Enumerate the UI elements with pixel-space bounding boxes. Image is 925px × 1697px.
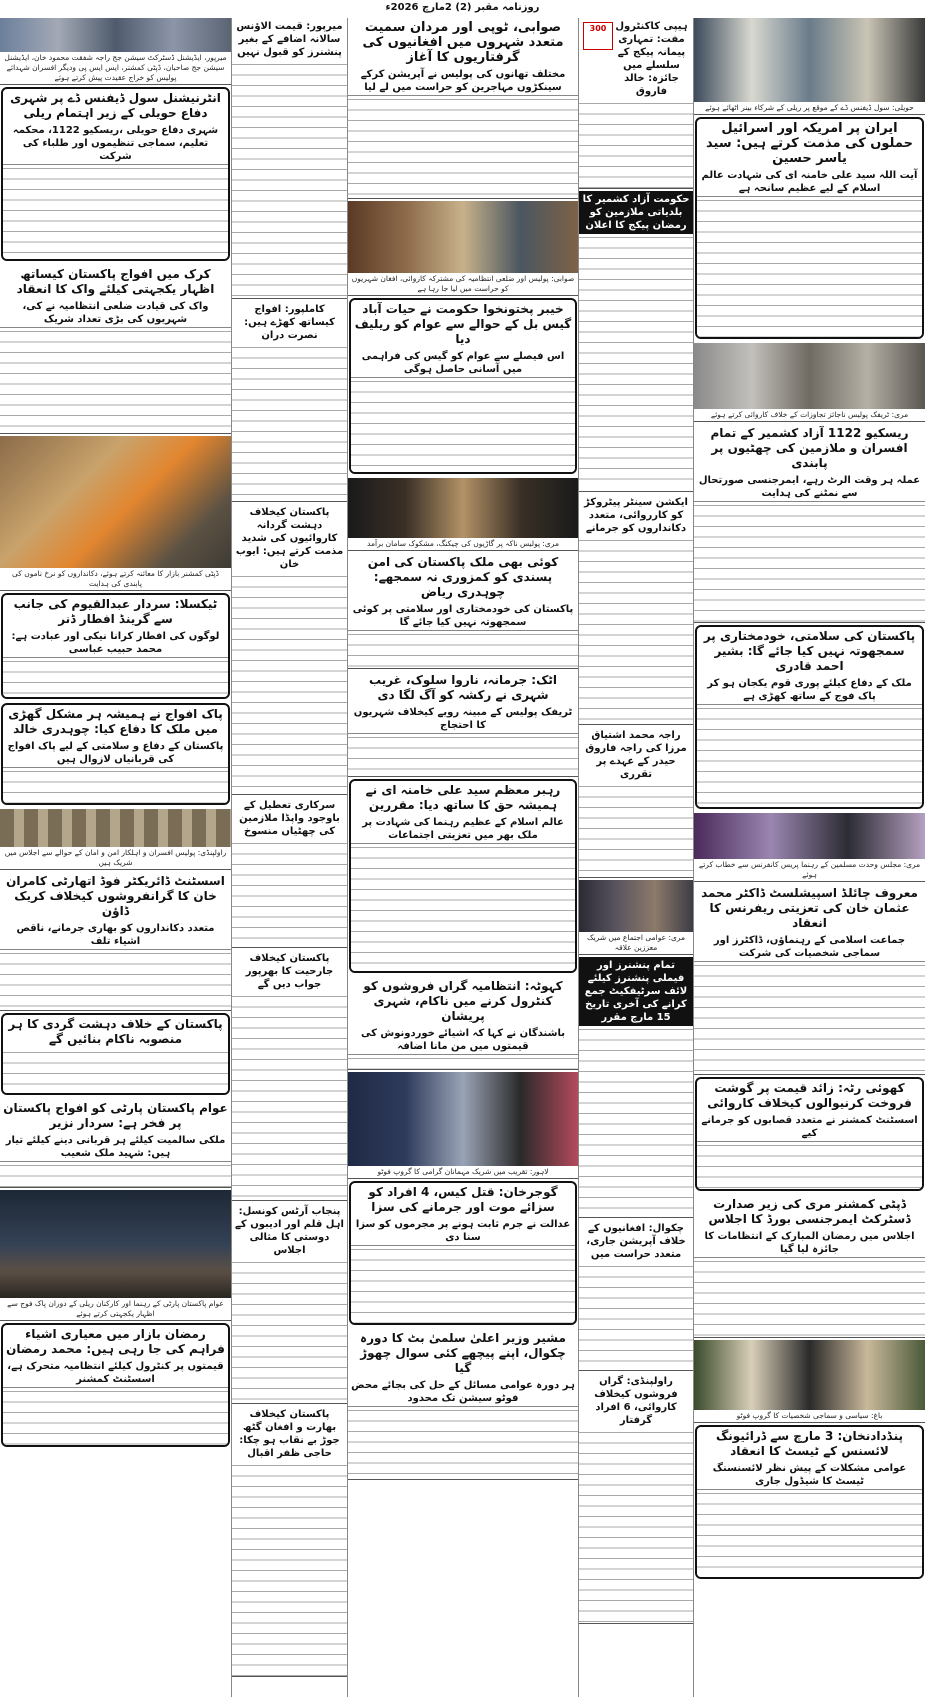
article-body bbox=[697, 1490, 922, 1579]
article-body bbox=[697, 1142, 922, 1191]
photo-story bbox=[0, 1190, 231, 1321]
article bbox=[579, 1373, 693, 1624]
photo-caption: لاہور: تقریب میں شریک مہمانان گرامی کا گروپ فوٹو bbox=[377, 1167, 549, 1176]
article bbox=[1, 703, 230, 805]
photo-caption: راولپنڈی: پولیس افسران و اہلکار امن و امان کے حوالے سے اجلاس میں شریک ہیں bbox=[4, 848, 227, 867]
article bbox=[232, 504, 347, 795]
photo-story bbox=[0, 18, 231, 85]
article bbox=[695, 1425, 924, 1579]
subheadline: پاکستان کے دفاع و سلامتی کے لیے پاک افواج کی قربانیاں لازوال ہیں bbox=[3, 739, 228, 768]
article bbox=[0, 872, 231, 1011]
article bbox=[349, 1181, 577, 1325]
police-meeting-photo bbox=[0, 809, 231, 847]
article-body bbox=[348, 1407, 578, 1480]
article bbox=[349, 298, 577, 474]
article-body bbox=[348, 631, 578, 669]
headline: ایران پر امریکہ اور اسرائیل حملوں کی مذمت کرتے ہیں: سید یاسر حسین bbox=[706, 121, 913, 166]
headline: گوجرخان: قتل کیس، 4 افراد کو سزائے موت اور جرمانے کی سزا bbox=[368, 1185, 558, 1214]
column-2 bbox=[232, 18, 347, 1697]
headline: چکوال: افغانیوں کے خلاف آپریشن جاری، متعدد حراست میں bbox=[586, 1223, 686, 1260]
article bbox=[0, 265, 231, 434]
column-3 bbox=[348, 18, 578, 1697]
article bbox=[1, 1323, 230, 1447]
headline: حکومت آزاد کشمیر کا بلدیاتی ملازمین کو رمضان پیکج کا اعلان bbox=[579, 191, 693, 234]
article-body bbox=[694, 502, 925, 623]
article bbox=[694, 1195, 925, 1338]
article-body bbox=[232, 993, 347, 1201]
subheadline: عوامی مشکلات کے پیش نظر لائسنسنگ ٹیسٹ کا شیڈول جاری bbox=[697, 1461, 922, 1490]
column-1 bbox=[0, 18, 231, 1697]
subheadline: آیت اللہ سید علی خامنہ ای کی شہادت عالم اسلام کے لیے عظیم سانحہ ہے bbox=[697, 168, 922, 197]
group-photo bbox=[348, 1072, 578, 1166]
subheadline: عملہ ہر وقت الرٹ رہے، ایمرجنسی صورتحال سے نمٹنے کی ہدایت bbox=[694, 473, 925, 502]
article bbox=[232, 950, 347, 1201]
article-body bbox=[3, 1388, 228, 1447]
photo-story bbox=[694, 1340, 925, 1423]
article-body bbox=[579, 234, 693, 486]
article-body bbox=[348, 1055, 578, 1070]
gathering-photo bbox=[579, 880, 693, 932]
article-body bbox=[579, 783, 693, 878]
headline: پاک افواج نے ہمیشہ ہر مشکل گھڑی میں ملک کا دفاع کیا: چوہدری خالد bbox=[8, 707, 223, 736]
subheadline: عالم اسلام کے عظیم رہنما کی شہادت پر ملک بھر میں تعزیتی اجتماعات bbox=[351, 815, 575, 844]
subheadline: اجلاس میں رمضان المبارک کے انتظامات کا جائزہ لیا گیا bbox=[694, 1229, 925, 1258]
article-body bbox=[232, 840, 347, 948]
group-photo bbox=[0, 18, 231, 52]
article-body bbox=[697, 197, 922, 339]
badge: 300 bbox=[583, 22, 613, 50]
headline: میرپور: قیمت الاؤنس سالانہ اضافے کے بغیر پنشنرز کو قبول نہیں bbox=[236, 21, 343, 58]
subheadline: جماعت اسلامی کے رہنماؤں، ڈاکٹرز اور سماجی شخصیات کی شرکت bbox=[694, 933, 925, 962]
article bbox=[579, 1220, 693, 1371]
article bbox=[232, 1406, 347, 1677]
subheadline: عدالت نے جرم ثابت ہونے پر مجرموں کو سزا سنا دی bbox=[351, 1217, 575, 1246]
headline: اسسٹنٹ ڈائریکٹر فوڈ اتھارٹی کامران خان کا گرانفروشوں کیخلاف کریک ڈاؤن bbox=[6, 874, 225, 918]
subheadline: قیمتوں پر کنٹرول کیلئے انتظامیہ متحرک ہے، اسسٹنٹ کمشنر bbox=[3, 1359, 228, 1388]
arrest-photo bbox=[348, 201, 578, 273]
article-body bbox=[697, 705, 922, 809]
article bbox=[232, 1203, 347, 1404]
headline: مشیر وزیر اعلیٰ سلمیٰ بٹ کا دورہ چکوال، اپنے پیچھے کئی سوال چھوڑ گیا bbox=[360, 1331, 566, 1375]
article-body bbox=[0, 1162, 231, 1188]
subheadline: ملکی سالمیت کیلئے ہر قربانی دینے کیلئے تیار ہیں: شہید ملک شعیب bbox=[0, 1133, 231, 1162]
article-body bbox=[348, 734, 578, 777]
headline: ہیپی کاکنٹرول مفت: تمہاری پیمانہ پیکج کے سلسلے میں جائزہ: خالد فاروق bbox=[615, 21, 688, 97]
article bbox=[348, 1329, 578, 1480]
headline: راجہ محمد اشتیاق مرزا کی راجہ فاروق حیدر کے عہدے پر تقرری bbox=[585, 730, 687, 780]
article bbox=[695, 625, 924, 809]
column-4 bbox=[579, 18, 693, 1697]
article bbox=[579, 494, 693, 725]
headline: پاکستان کی سلامتی، خودمختاری پر سمجھوتہ نہیں کیا جائے گا: بشیر احمد قادری bbox=[703, 629, 916, 673]
photo-story bbox=[348, 478, 578, 551]
photo-story bbox=[579, 880, 693, 955]
article bbox=[348, 977, 578, 1070]
article-body bbox=[232, 573, 347, 795]
photo-caption: میرپور، ایڈیشنل ڈسٹرکٹ سیشن جج راجہ شفقت محمود خان، ایڈیشنل سیشن جج صاحبان، ڈپٹی کمشنر، ایس ایس پی ودیگر افسران شہدائے پولیس کو خراج عقیدت پیش کرتے ہوئے bbox=[4, 53, 227, 82]
article bbox=[694, 424, 925, 623]
headline: پاکستان کیخلاف جارحیت کا بھرپور جواب دیں گے bbox=[245, 953, 334, 990]
article-body bbox=[3, 768, 228, 805]
headline: کاملپور: افواج کیساتھ کھڑے ہیں: نصرت دران bbox=[244, 304, 335, 341]
article-body bbox=[579, 537, 693, 725]
subheadline: واک کی قیادت ضلعی انتظامیہ نے کی، شہریوں کی بڑی تعداد شریک bbox=[0, 299, 231, 328]
article-body bbox=[3, 658, 228, 699]
headline: ایکشن سینٹر پیٹروکڑ کو کارروائی، متعدد دکانداروں کو جرمانے bbox=[584, 497, 688, 534]
subheadline: اسسٹنٹ کمشنر نے متعدد قصابوں کو جرمانے کیے bbox=[697, 1113, 922, 1142]
headline: ریسکیو 1122 آزاد کشمیر کے تمام افسران و ملازمین کی چھٹیوں پر پابندی bbox=[710, 426, 909, 470]
headline: عوام پاکستان پارٹی کو افواج پاکستان پر فخر ہے: سردار نزیر bbox=[3, 1101, 228, 1130]
headline: کھوئی رٹہ: زائد قیمت پر گوشت فروخت کرنیوالوں کیخلاف کاروائی bbox=[707, 1081, 912, 1110]
photo-story bbox=[694, 813, 925, 882]
headline: پاکستان کیخلاف دہشت گردانہ کاروائیوں کی شدید مذمت کرتے ہیں: ایوب خان bbox=[235, 507, 344, 570]
column-5 bbox=[694, 18, 925, 1697]
article bbox=[694, 884, 925, 1075]
headline: تمام پنشنرز اور فیملی پنشنرز کیلئے لائف سرٹیفکیٹ جمع کرانے کی آخری تاریخ 15 مارچ مقرر bbox=[579, 957, 693, 1026]
rally-photo bbox=[0, 1190, 231, 1298]
article bbox=[579, 957, 693, 1218]
article bbox=[1, 593, 230, 699]
article-body bbox=[579, 1429, 693, 1624]
masthead: روزنامہ مقبر (2) 2مارچ 2026ء bbox=[385, 2, 540, 13]
group-photo bbox=[694, 1340, 925, 1410]
subheadline: لوگوں کی افطار کرانا نیکی اور عبادت ہے: محمد حبیب عباسی bbox=[3, 629, 228, 658]
headline: رمضان بازار میں معیاری اشیاء فراہم کی جا رہی ہیں: محمد رمضان bbox=[6, 1327, 225, 1356]
headline: صوابی، ٹوپی اور مردان سمیت متعدد شہروں میں افغانیوں کی گرفتاریوں کا آغاز bbox=[362, 20, 564, 65]
traffic-police-photo bbox=[694, 343, 925, 409]
article-body bbox=[694, 1258, 925, 1338]
photo-caption: باغ: سیاسی و سماجی شخصیات کا گروپ فوٹو bbox=[736, 1411, 883, 1420]
article bbox=[232, 797, 347, 948]
headline: کہوٹہ: انتظامیہ گراں فروشوں کو کنٹرول کرنے میں ناکام، شہری پریشان bbox=[363, 979, 563, 1023]
article bbox=[579, 727, 693, 878]
article-body bbox=[3, 1049, 228, 1095]
article bbox=[348, 18, 578, 199]
photo-story bbox=[694, 18, 925, 115]
photo-caption: مری: عوامی اجتماع میں شریک معززین علاقہ bbox=[586, 933, 686, 952]
photo-caption: عوام پاکستان پارٹی کے رہنما اور کارکنان ریلی کے دوران پاک فوج سے اظہار یکجہتی کرتے ہوئے bbox=[7, 1299, 224, 1318]
headline: پاکستان کیخلاف بھارت و افغان گٹھ جوڑ بے نقاب ہو چکا: حاجی ظفر اقبال bbox=[239, 1409, 340, 1459]
article-body bbox=[351, 378, 575, 474]
article-body bbox=[579, 100, 693, 189]
headline: پنڈدادنخان: 3 مارچ سے ڈرائیونگ لائسنس کے ٹیسٹ کا انعقاد bbox=[716, 1429, 903, 1458]
article bbox=[349, 779, 577, 973]
article bbox=[232, 18, 347, 299]
article-body bbox=[232, 344, 347, 502]
article-body bbox=[3, 165, 228, 261]
article bbox=[348, 671, 578, 777]
article-body bbox=[694, 962, 925, 1075]
subheadline: باشندگان نے کہا کہ اشیائے خوردونوش کی قیمتوں میں من مانا اضافہ bbox=[348, 1026, 578, 1055]
photo-caption: مری: ٹریفک پولیس ناجائز تجاوزات کے خلاف کاروائی کرتے ہوئے bbox=[710, 410, 909, 419]
article-body bbox=[351, 844, 575, 973]
subheadline: ہر دورہ عوامی مسائل کے حل کی بجائے محض فوٹو سیشن تک محدود bbox=[348, 1378, 578, 1407]
subheadline: پاکستان کی خودمختاری اور سلامتی پر کوئی سمجھوتہ نہیں کیا جائے گا bbox=[348, 602, 578, 631]
article-body bbox=[232, 61, 347, 299]
photo-story bbox=[348, 201, 578, 296]
headline: معروف چائلڈ اسپیشلسٹ ڈاکٹر محمد عثمان خان کی تعزیتی ریفرنس کا انعقاد bbox=[701, 886, 918, 930]
subheadline: مختلف تھانوں کی پولیس نے آپریشن کرکے سینکڑوں مہاجرین کو حراست میں لے لیا bbox=[348, 67, 578, 96]
article bbox=[579, 18, 693, 189]
headline: راولپنڈی: گراں فروشوں کیخلاف کاروائی، 6 افراد گرفتار bbox=[594, 1376, 678, 1426]
headline: پنجاب آرٹس کونسل: اہل قلم اور ادیبوں کے دوستی کا مثالی اجلاس bbox=[235, 1206, 344, 1256]
article bbox=[579, 191, 693, 492]
headline: سرکاری تعطیل کے باوجود واپڈا ملازمین کی چھٹیاں منسوخ bbox=[239, 800, 340, 837]
checkpoint-photo bbox=[348, 478, 578, 538]
headline: اٹک: جرمانہ، ناروا سلوک، غریب شہری نے رکشہ کو آگ لگا دی bbox=[369, 673, 557, 702]
photo-story bbox=[0, 809, 231, 870]
article-body bbox=[0, 328, 231, 434]
photo-story bbox=[348, 1072, 578, 1179]
subheadline: ٹریفک پولیس کے مبینہ رویے کیخلاف شہریوں کا احتجاج bbox=[348, 705, 578, 734]
photo-story bbox=[694, 343, 925, 422]
subheadline: شہری دفاع حویلی ،ریسکیو 1122، محکمہ تعلیم، سماجی تنظیموں اور طلباء کی شرکت bbox=[3, 123, 228, 165]
article-body bbox=[579, 1026, 693, 1218]
press-conference-photo bbox=[694, 813, 925, 859]
photo-caption: ڈپٹی کمشنر بازار کا معائنہ کرتے ہوئے، دکانداروں کو نرخ ناموں کی پابندی کی ہدایت bbox=[12, 569, 219, 588]
article bbox=[695, 1077, 924, 1191]
article-body bbox=[351, 1246, 575, 1325]
headline: رہبر معظم سید علی خامنہ ای نے ہمیشہ حق کا ساتھ دیا: مقررین bbox=[365, 783, 561, 812]
subheadline: متعدد دکانداروں کو بھاری جرمانے، ناقص اشیاء تلف bbox=[0, 921, 231, 950]
photo-caption: مری: پولیس ناکہ پر گاڑیوں کی چیکنگ، مشکوک سامان برآمد bbox=[367, 539, 559, 548]
market-inspection-photo bbox=[0, 436, 231, 568]
article-body bbox=[232, 1462, 347, 1677]
photo-story bbox=[0, 436, 231, 591]
headline: ٹیکسلا: سردار عبدالقیوم کی جانب سے گرینڈ افطار ڈنر bbox=[13, 597, 218, 626]
article bbox=[1, 87, 230, 261]
headline: انٹرنیشنل سول ڈیفنس ڈے پر شہری دفاع حویلی کے زیر اہتمام ریلی bbox=[10, 91, 221, 120]
article-body bbox=[0, 950, 231, 1011]
article bbox=[348, 553, 578, 669]
photo-caption: حویلی: سول ڈیفنس ڈے کے موقع پر ریلی کے شرکاء بینر اٹھائے ہوئے bbox=[705, 103, 914, 112]
headline: خیبر پختونخوا حکومت نے حیات آباد گیس بل کے حوالے سے عوام کو ریلیف دیا bbox=[354, 302, 572, 346]
photo-caption: صوابی: پولیس اور ضلعی انتظامیہ کی مشترکہ کاروائی، افغان شہریوں کو حراست میں لیا جا رہا ہے bbox=[351, 274, 575, 293]
article bbox=[1, 1013, 230, 1095]
article bbox=[232, 301, 347, 502]
article bbox=[695, 117, 924, 339]
article-body bbox=[232, 1259, 347, 1404]
subheadline: اس فیصلے سے عوام کو گیس کی فراہمی میں آسانی حاصل ہوگی bbox=[351, 349, 575, 378]
article-body bbox=[348, 96, 578, 199]
headline: کوئی بھی ملک پاکستان کی امن پسندی کو کمزوری نہ سمجھے: چوہدری ریاض bbox=[367, 555, 559, 599]
photo-caption: مری: مجلس وحدت مسلمین کے رہنما پریس کانفرنس سے خطاب کرتے ہوئے bbox=[698, 860, 921, 879]
headline: پاکستان کے خلاف دہشت گردی کا ہر منصوبہ ناکام بنائیں گے bbox=[8, 1017, 223, 1046]
subheadline: ملک کے دفاع کیلئے پوری قوم یکجان ہو کر پاک فوج کے ساتھ کھڑی ہے bbox=[697, 676, 922, 705]
headline: ڈپٹی کمشنر مری کی زیر صدارت ڈسٹرکٹ ایمرجنسی بورڈ کا اجلاس bbox=[708, 1197, 911, 1226]
article bbox=[0, 1099, 231, 1188]
headline: کرک میں افواج پاکستان کیساتھ اظہار یکجہتی کیلئے واک کا انعقاد bbox=[16, 267, 215, 296]
rally-banner-photo bbox=[694, 18, 925, 102]
article-body bbox=[579, 1263, 693, 1371]
